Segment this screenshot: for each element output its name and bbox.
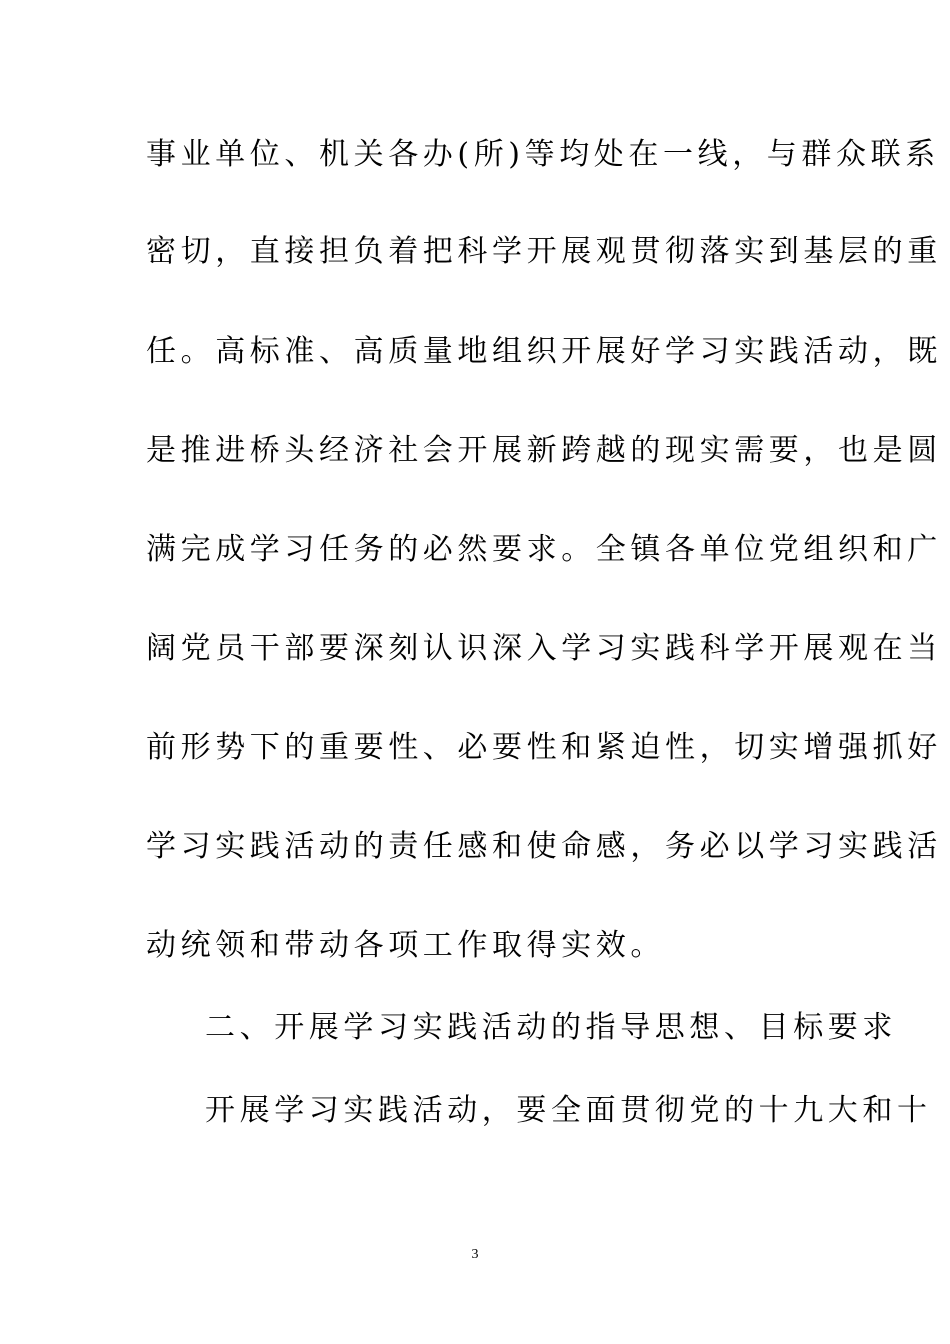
section-heading: 二、开展学习实践活动的指导思想、目标要求: [205, 1010, 897, 1045]
body-text-line: 密切，直接担负着把科学开展观贯彻落实到基层的重: [146, 234, 942, 269]
body-text-line: 任。高标准、高质量地组织开展好学习实践活动，既: [146, 334, 942, 369]
body-text-line: 前形势下的重要性、必要性和紧迫性，切实增强抓好: [146, 730, 942, 765]
body-text-line: 满完成学习任务的必然要求。全镇各单位党组织和广: [146, 532, 942, 567]
body-text-line: 是推进桥头经济社会开展新跨越的现实需要，也是圆: [146, 433, 942, 468]
body-text-line: 阔党员干部要深刻认识深入学习实践科学开展观在当: [146, 631, 942, 666]
body-text-line: 动统领和带动各项工作取得实效。: [146, 928, 665, 963]
body-text-line: 学习实践活动的责任感和使命感，务必以学习实践活: [146, 829, 942, 864]
page-number: 3: [471, 1247, 479, 1262]
paragraph-first-line: 开展学习实践活动，要全面贯彻党的十九大和十: [205, 1093, 932, 1128]
body-text-line: 事业单位、机关各办(所)等均处在一线，与群众联系: [146, 137, 940, 172]
